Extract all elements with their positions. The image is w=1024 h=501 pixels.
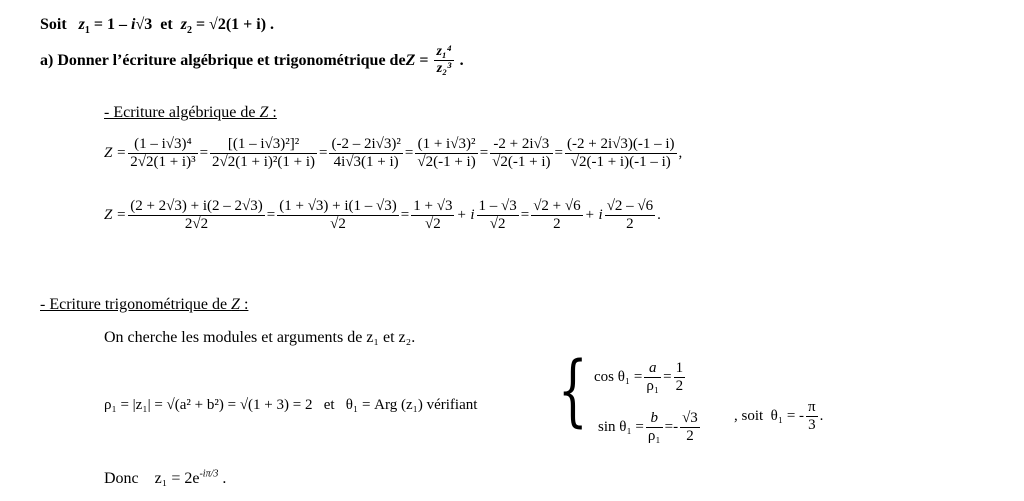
eq2-plus-i-1: + i [456, 207, 475, 224]
Z-symbol: Z [405, 51, 416, 69]
eq1-lhs: Z = [104, 145, 127, 162]
eq2-end: . [657, 207, 661, 224]
cos-frac2 [674, 360, 686, 396]
eq1-end: , [678, 145, 683, 162]
heading-Z: Z [259, 104, 269, 121]
eq1-frac3 [329, 136, 402, 172]
eq1-frac6 [565, 136, 677, 172]
eq1-frac6-num: (-2 + 2i√3)(-1 – i) [565, 136, 677, 154]
z2-symbol: z [180, 16, 187, 33]
sqrt3-text: √3 [135, 16, 153, 33]
sin-den2: 2 [686, 428, 694, 445]
theta-dot: . [819, 408, 824, 425]
eq2-frac3-den: √2 [424, 216, 441, 233]
eq2-frac3-num: 1 + √3 [411, 198, 454, 216]
eq1-frac2 [210, 136, 317, 172]
search-modules-line [104, 329, 415, 347]
sin-den: ρ₁ [647, 428, 661, 445]
eq1-frac2-den: 2√2(1 + i)²(1 + i) [212, 154, 316, 171]
heading-algebraic [104, 104, 277, 122]
system-brace: { [557, 346, 588, 436]
eq1-frac1 [128, 136, 197, 172]
pi-num: π [806, 399, 818, 417]
eq2-frac5 [531, 198, 582, 234]
eq1-frac2-num: [(1 – i√3)²]² [210, 136, 317, 154]
eq1-frac4 [415, 136, 477, 172]
eq2-frac4 [477, 198, 519, 234]
eq1-frac6-den: √2(-1 + i)(-1 – i) [570, 154, 671, 171]
eq2-frac6 [605, 198, 655, 234]
heading-trig-Z: Z [231, 296, 240, 313]
donc-label: Donc [104, 470, 139, 487]
eq2-frac1-den: 2√2 [184, 216, 209, 233]
sin-num: b [646, 410, 663, 428]
cos-frac1 [644, 360, 661, 396]
question-a-text: a) Donner l’écriture algébrique et trigonométrique de [40, 51, 406, 69]
donc-line [104, 470, 226, 488]
heading-trig-colon: : [239, 296, 249, 313]
heading-colon: : [268, 104, 277, 121]
search-modules-text: On cherche les modules et arguments de z₁ et z₂. [104, 329, 416, 346]
algebraic-equation-2: Z = $\frac{(2 + 2√3) + i(2 - 2√3)}{2√2}$ = $\frac{(1 + √3) + i(1 - √3)}{√2}$ = $\frac{1 + √3}{√2}$ + i $\frac{1 - √3}{√2}$ = $\frac{√2 + √6}{2}$ + i $\frac{√2 - √6}{2}$ . [104, 198, 661, 233]
question-a [40, 44, 464, 77]
sin-lhs: sin θ₁ = [598, 419, 644, 436]
eq2-frac3 [411, 198, 454, 234]
eq2-frac2-num: (1 + √3) + i(1 – √3) [277, 198, 399, 216]
eq2-frac1-num: (2 + 2√3) + i(2 – 2√3) [128, 198, 265, 216]
donc-exponent: -iπ/3 [199, 468, 219, 480]
sin-frac2 [680, 410, 700, 446]
sin-num2: √3 [680, 410, 700, 428]
Z-num: z₁⁴ [434, 44, 453, 61]
z1-def-part: = 1 – [93, 16, 132, 33]
eq2-frac5-den: 2 [553, 216, 561, 233]
eq2-frac4-den: √2 [489, 216, 506, 233]
eq1-frac1-num: (1 – i√3)⁴ [128, 136, 197, 154]
eq2-plus-i-2: + i [584, 207, 603, 224]
eq2-frac6-num: √2 – √6 [605, 198, 655, 216]
soit-label: Soit [40, 16, 67, 33]
eq1-frac5-num: -2 + 2i√3 [490, 136, 552, 154]
heading-trig-text: - Ecriture trigonométrique de [40, 296, 232, 313]
pi-frac [806, 399, 818, 435]
z1-symbol: z [78, 16, 85, 33]
eq2-frac2 [277, 198, 399, 234]
eq1-frac4-den: √2(-1 + i) [417, 154, 476, 171]
eq1-frac3-den: 4i√3(1 + i) [333, 154, 399, 171]
i-symbol: i [131, 16, 136, 33]
eq2-frac1 [128, 198, 265, 234]
eq1-frac5 [490, 136, 552, 172]
eq2-frac2-den: √2 [330, 216, 346, 233]
donc-dot: . [218, 470, 227, 487]
heading-trigonometric [40, 296, 248, 314]
algebraic-equation-1: Z = $\frac{\text{(1 – i√3)⁴}}{\text{2√2(1 + i)³}}$ = $\frac{\text{[(1 – i√3)²]²}}{\text{2√2(1 + i)²(1 + i)}}$ = $\frac{\text{(-2 – 2i√3)²}}{4i√3(1 + i)}$ = $\frac{\text{(1 + i√3)²}}{√2(-1 + i)}$ = $\frac{-2 + 2i√3}{√2(-1 + i)}$ = $\frac{(-2 + 2i√3)(-1 - i)}{√2(-1 + i)(-1 - i)}$ , [104, 136, 683, 171]
rho-text: ρ₁ = |z₁| = √(a² + b²) = √(1 + 3) = 2 [104, 397, 313, 413]
z2-def: = √2(1 + i) . [195, 16, 275, 33]
eq2-lhs: Z = [104, 207, 127, 224]
cos-num2: 1 [674, 360, 686, 378]
cos-den2: 2 [675, 378, 684, 395]
sin-frac1 [646, 410, 663, 446]
theta-result [734, 399, 823, 435]
problem-statement: Soit $z_1 = 1 - i√3$ et $z_2 = √2(1 + i)$ . [40, 16, 275, 37]
eq1-frac1-den: 2√2(1 + i)³ [130, 154, 196, 171]
Z-den: z₂³ [436, 61, 452, 77]
donc-z1: z₁ = 2e [154, 470, 200, 487]
cos-den: ρ₁ [646, 378, 660, 395]
cos-num: a [644, 360, 661, 378]
rho-theta-line [104, 397, 477, 414]
rho-et: et [323, 397, 335, 413]
sin-sign: - [673, 419, 679, 436]
theta-text: θ₁ = Arg (z₁) vérifiant [345, 397, 478, 413]
cos-lhs: cos θ₁ = [594, 369, 643, 386]
pi-den: 3 [808, 417, 816, 434]
eq2-frac5-num: √2 + √6 [531, 198, 582, 216]
dot: . [455, 51, 464, 69]
sin-equation: sin θ₁ = $\frac{b}{\text{ρ₁}}$ = - $\frac{√3}{2}$ [598, 410, 698, 445]
eq2-frac6-den: 2 [626, 216, 634, 233]
heading-algebraic-text: - Ecriture algébrique de [104, 104, 260, 121]
eq2-frac4-num: 1 – √3 [477, 198, 519, 216]
eq-sign: = [415, 51, 433, 69]
eq1-frac3-num: (-2 – 2i√3)² [329, 136, 402, 154]
cos-equation: cos θ₁ = $\frac{a}{\text{ρ₁}}$ = $\frac{1}{2}$ [594, 360, 684, 395]
Z-fraction [434, 44, 453, 77]
soit-text: , soit θ₁ = - [734, 408, 805, 425]
et-label: et [160, 16, 173, 33]
eq1-frac5-den: √2(-1 + i) [492, 154, 551, 171]
eq1-frac4-num: (1 + i√3)² [415, 136, 477, 154]
